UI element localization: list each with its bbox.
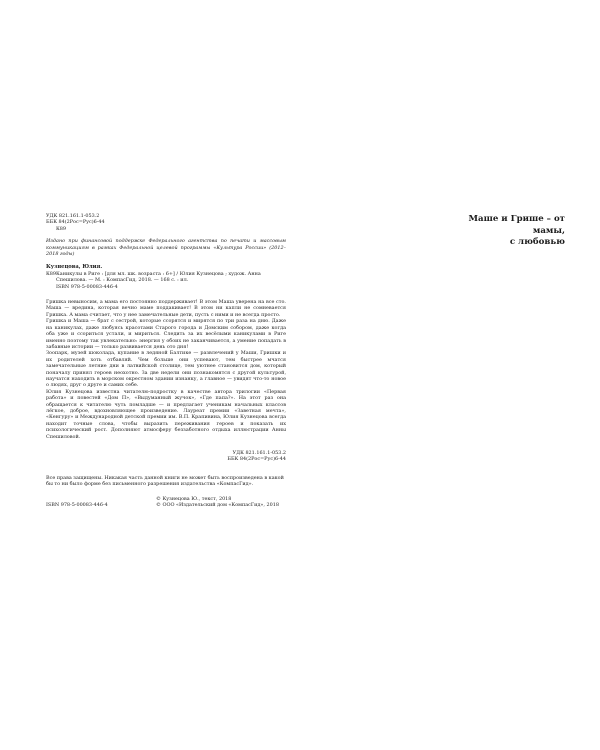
- dedication-line: Маше и Грише – от мамы,: [468, 214, 565, 236]
- copyright-block: [46, 496, 286, 509]
- copyright-publisher: © ООО «Издательский дом «КомпасГид», 2018: [156, 502, 279, 509]
- catalog-entry: [46, 271, 286, 284]
- funding-note: Издано при финансовой поддержке Федерального агентства по печати и массовым коммуникациям в рамках Федеральной целевой программы «Культура России» (2012–2018 годы): [46, 238, 286, 258]
- author-heading: Кузнецова, Юлия.: [46, 264, 103, 271]
- catalog-description: Каникулы в Риге : [для мл. шк. возраста : 6+] / Юлия Кузнецова ; худож. Анна Спешилова. — М. : КомпасГид, 2018. — 168 с. : ил.: [56, 270, 261, 284]
- isbn: ISBN 978-5-00083-446-4: [56, 283, 118, 290]
- bbk-code-repeat: ББК 84(2Рос=Рус)6-44: [227, 456, 286, 463]
- annotation: [46, 299, 286, 440]
- dedication-line: с любовью: [509, 237, 565, 248]
- rights-notice: Все права защищены. Никакая часть данной книги не может быть воспроизведена в какой бы то ни было форме без письменного разрешения издательства «КомпасГид».: [46, 474, 284, 488]
- dedication: [460, 214, 565, 249]
- annotation-paragraph: Юлия Кузнецова известна читателю-подростку в качестве автора трилогии «Первая работа» и повестей «Дом П», «Выдуманный жучок», «Где папа?». На этот раз она обращается к читателю чуть помладше — и предлагает ученикам начальных классов лёгкое, доброе, вдохновляющее произведение. Лауреат премии «Заветная мечта», «Кенгуру» и Международной детской премии им. В.П. Крапивина, Юлия Кузнецова всегда находит точные слова, чтобы выразить переживания героев и показать их психологический рост. Дополняют атмосферу беззаботного отдыха иллюстрации Анны Спешиловой.: [46, 388, 286, 440]
- catalog-code: К89: [46, 270, 57, 277]
- annotation-paragraph: Зоопарк, музей шоколада, купание в ледяной Балтике — развлечений у Маши, Гришки и их родителей хоть отбавляй. Чем больше они успевают, тем быстрее мчатся замечательные летние дни в латвийской столице, тем уютнее становится дом, который поначалу принял героев неохотно. За две недели они познакомятся с другой культурой, научатся находить в морском окрестном здании изнанку, а главное — увидят что-то новое о людях, друг о друге и самих себе.: [46, 350, 286, 389]
- author-sign: К89: [56, 225, 67, 232]
- annotation-paragraph: Гришка невыносим, а мама его постоянно поддерживает! В этом Маша уверена на все сто. Маша — вредина, которая вечно маме поддакивает! В этом ни капли не сомневается Гришка. А мама считает, что у нее замечательные дети, пусть с ними и не всегда просто.: [46, 299, 286, 318]
- isbn-repeat: ISBN 978-5-00083-446-4: [46, 502, 108, 509]
- imprint-page: [46, 213, 286, 508]
- bbk-code: ББК 84(2Рос=Рус)6-44: [46, 219, 105, 226]
- copyright-text: © Кузнецова Ю., текст, 2018: [156, 495, 232, 502]
- classification-repeat: [46, 450, 286, 463]
- udk-code: УДК 821.161.1-053.2: [46, 213, 100, 219]
- udk-code-repeat: УДК 821.161.1-053.2: [232, 450, 286, 456]
- annotation-paragraph: Гришка и Маша — брат с сестрой, которые ссорятся и мирятся по три раза на дню. Даже на каникулах, даже любуясь красотами Старого города и Домским собором, даже когда оба уже и ссориться устали, и мириться. Следить за их весёлыми каникулами в Риге именно поэтому так увлекательно: энергия у обоих не заканчивается, а умение попадать в забавные истории — только развивается день ото дня!: [46, 318, 286, 350]
